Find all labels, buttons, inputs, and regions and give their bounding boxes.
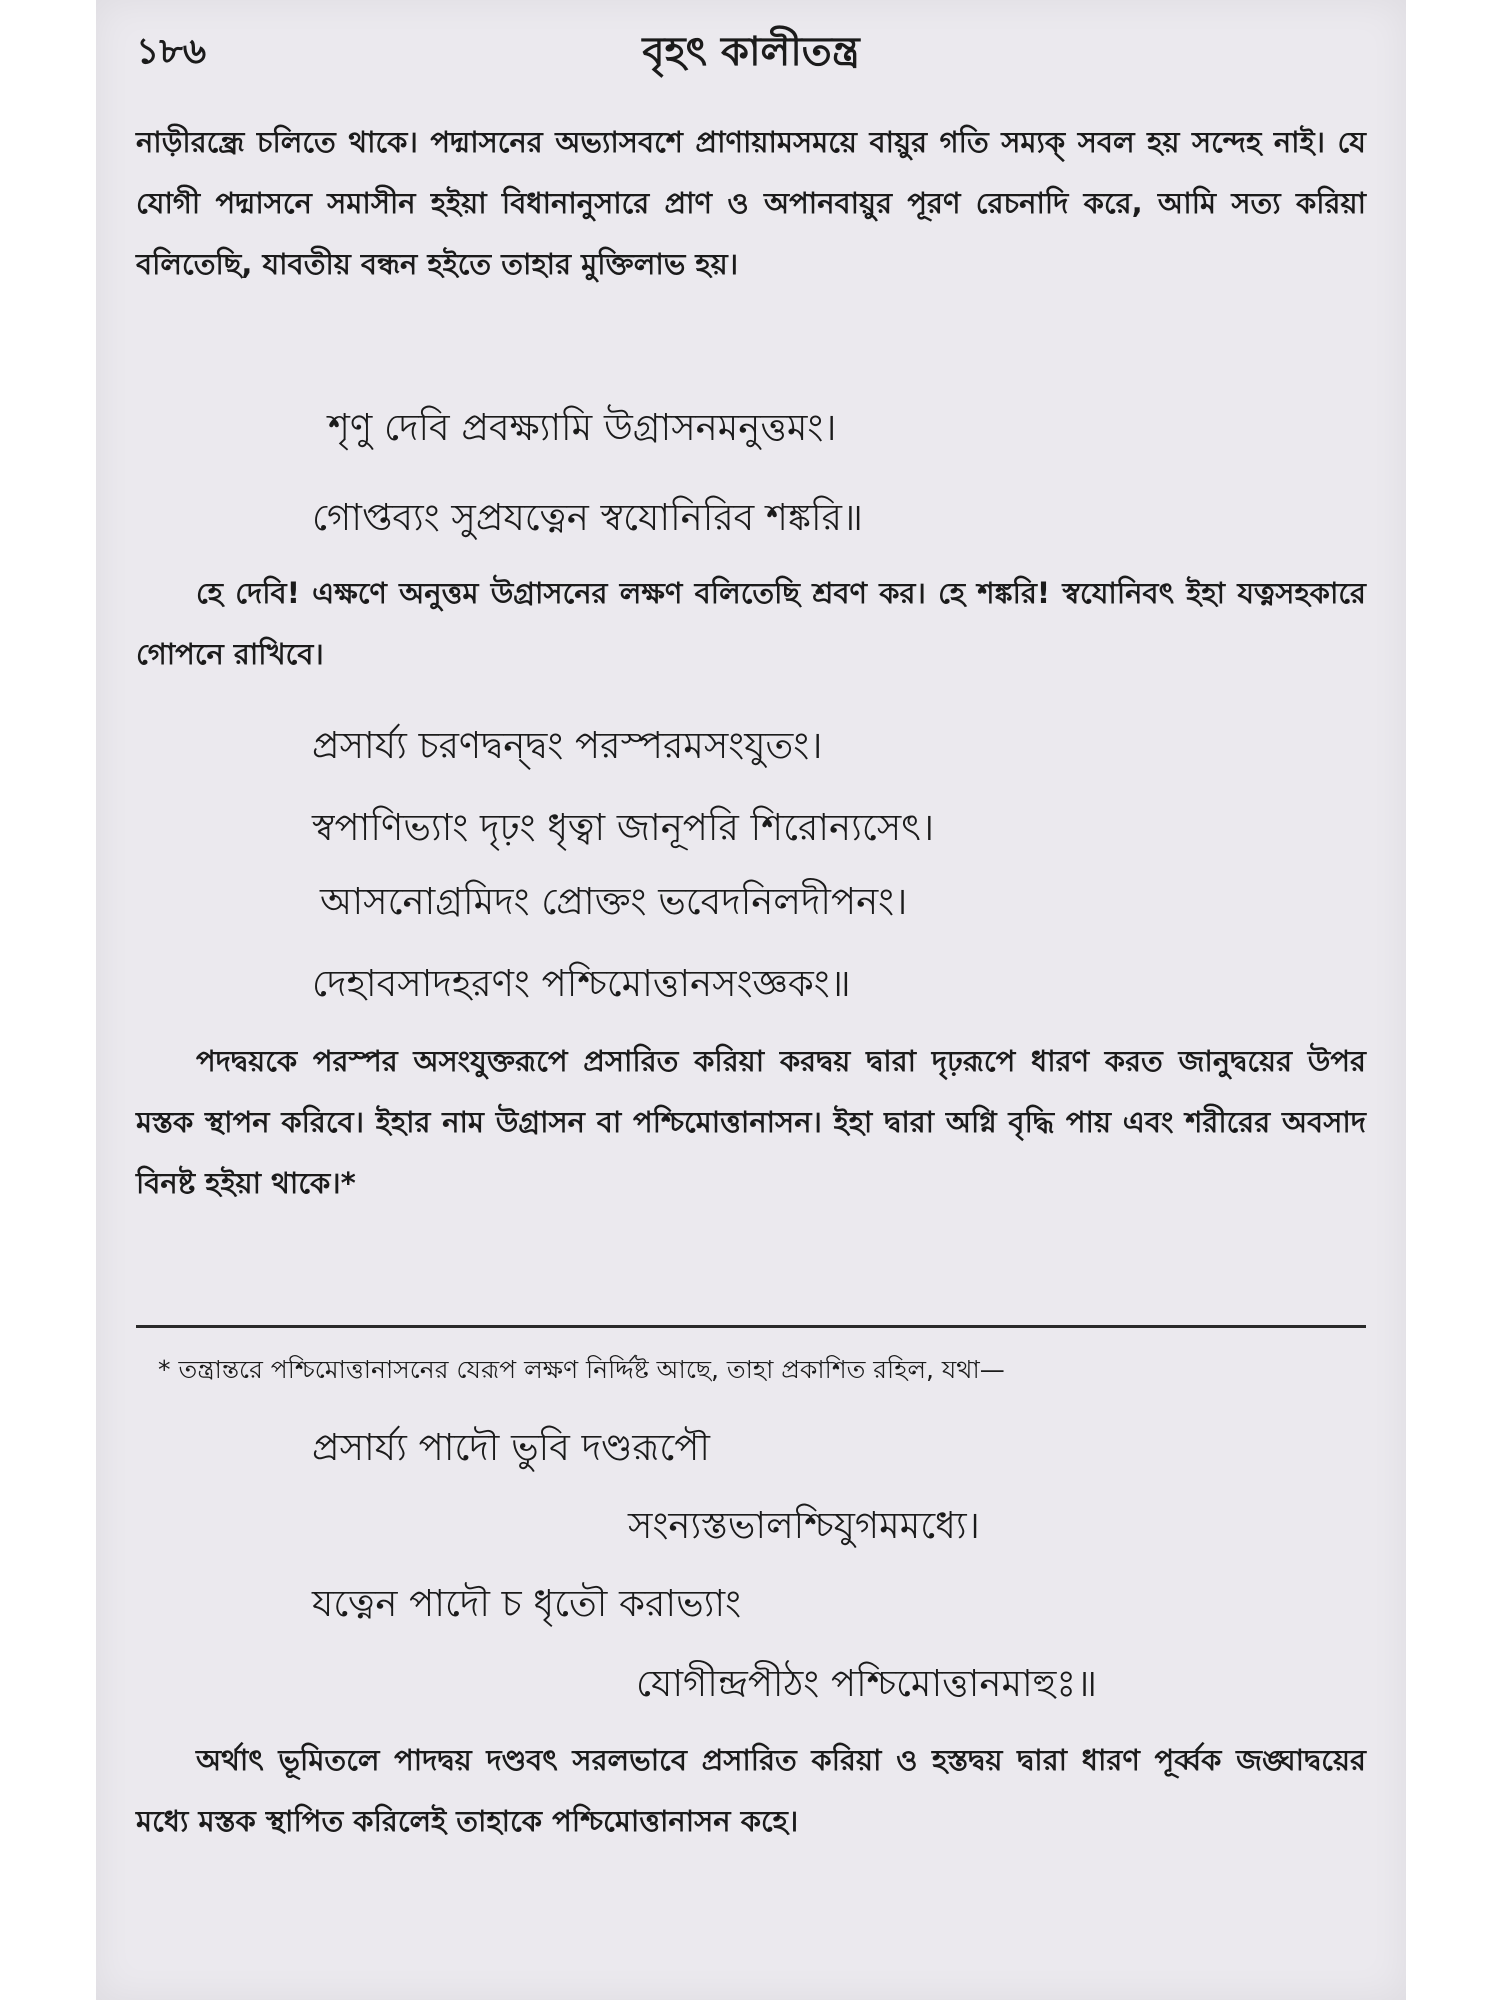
book-page bbox=[96, 0, 1406, 2000]
verse-line: দেহাবসাদহরণং পশ্চিমোত্তানসংজ্ঞকং॥ bbox=[312, 962, 851, 1005]
footnote-verse-line: যত্নেন পাদৌ চ ধৃতৌ করাভ্যাং bbox=[312, 1582, 742, 1625]
footnote-intro: * তন্ত্রান্তরে পশ্চিমোত্তানাসনের যেরূপ লক্ষণ নির্দ্দিষ্ট আছে, তাহা প্রকাশিত রহিল, যথা— bbox=[158, 1355, 1005, 1384]
verse-line: প্রসার্য্য চরণদ্বন্দ্বং পরস্পরমসংযুতং। bbox=[312, 724, 823, 767]
verse-line: আসনোগ্রমিদং প্রোক্তং ভবেদনিলদীপনং। bbox=[320, 880, 908, 923]
verse-line: গোপ্তব্যং সুপ্রযত্নেন স্বযোনিরিব শঙ্করি॥ bbox=[312, 496, 863, 539]
paragraph-ugrasana-description: পদদ্বয়কে পরস্পর অসংযুক্তরূপে প্রসারিত করিয়া করদ্বয় দ্বারা দৃঢ়রূপে ধারণ করত জানুদ্বয়ের উপর মস্তক স্থাপন করিবে। ইহার নাম উগ্রাসন বা পশ্চিমোত্তানাসন। ইহা দ্বারা অগ্নি বৃদ্ধি পায় এবং শরীরের অবসাদ বিনষ্ট হইয়া থাকে।* bbox=[136, 1044, 1366, 1200]
verse-line: শৃণু দেবি প্রবক্ষ্যামি উগ্রাসনমনুত্তমং। bbox=[328, 406, 837, 449]
verse-line: স্বপাণিভ্যাং দৃঢ়ং ধৃত্বা জানূপরি শিরোন্যসেৎ। bbox=[312, 806, 935, 849]
paragraph-padmasana-benefits: নাড়ীরন্ধ্রে চলিতে থাকে। পদ্মাসনের অভ্যাসবশে প্রাণায়ামসময়ে বায়ুর গতি সম্যক্ সবল হয় সন্দেহ নাই। যে যোগী পদ্মাসনে সমাসীন হইয়া বিধানানুসারে প্রাণ ও অপানবায়ুর পূরণ রেচনাদি করে, আমি সত্য করিয়া বলিতেছি, যাবতীয় বন্ধন হইতে তাহার মুক্তিলাভ হয়। bbox=[136, 125, 1366, 281]
footnote-verse-line: যোগীন্দ্রপীঠং পশ্চিমোত্তানমাহুঃ॥ bbox=[636, 1662, 1098, 1705]
footnote-divider bbox=[136, 1325, 1366, 1328]
footnote-verse-line: প্রসার্য্য পাদৌ ভুবি দণ্ডরূপৌ bbox=[312, 1426, 710, 1469]
running-title: বৃহৎ কালীতন্ত্র bbox=[642, 29, 860, 75]
paragraph-ugrasana-intro: হে দেবি! এক্ষণে অনুত্তম উগ্রাসনের লক্ষণ বলিতেছি শ্রবণ কর। হে শঙ্করি! স্বযোনিবৎ ইহা যত্নসহকারে গোপনে রাখিবে। bbox=[136, 576, 1366, 671]
footnote-explanation: অর্থাৎ ভূমিতলে পাদদ্বয় দণ্ডবৎ সরলভাবে প্রসারিত করিয়া ও হস্তদ্বয় দ্বারা ধারণ পূর্ব্বক জঙ্ঘাদ্বয়ের মধ্যে মস্তক স্থাপিত করিলেই তাহাকে পশ্চিমোত্তানাসন কহে। bbox=[136, 1743, 1366, 1838]
page-header bbox=[136, 22, 1366, 82]
page-number: ১৮৬ bbox=[136, 31, 207, 72]
footnote-verse-line: সংন্যস্তভালশ্চিযুগমমধ্যে। bbox=[628, 1504, 980, 1547]
